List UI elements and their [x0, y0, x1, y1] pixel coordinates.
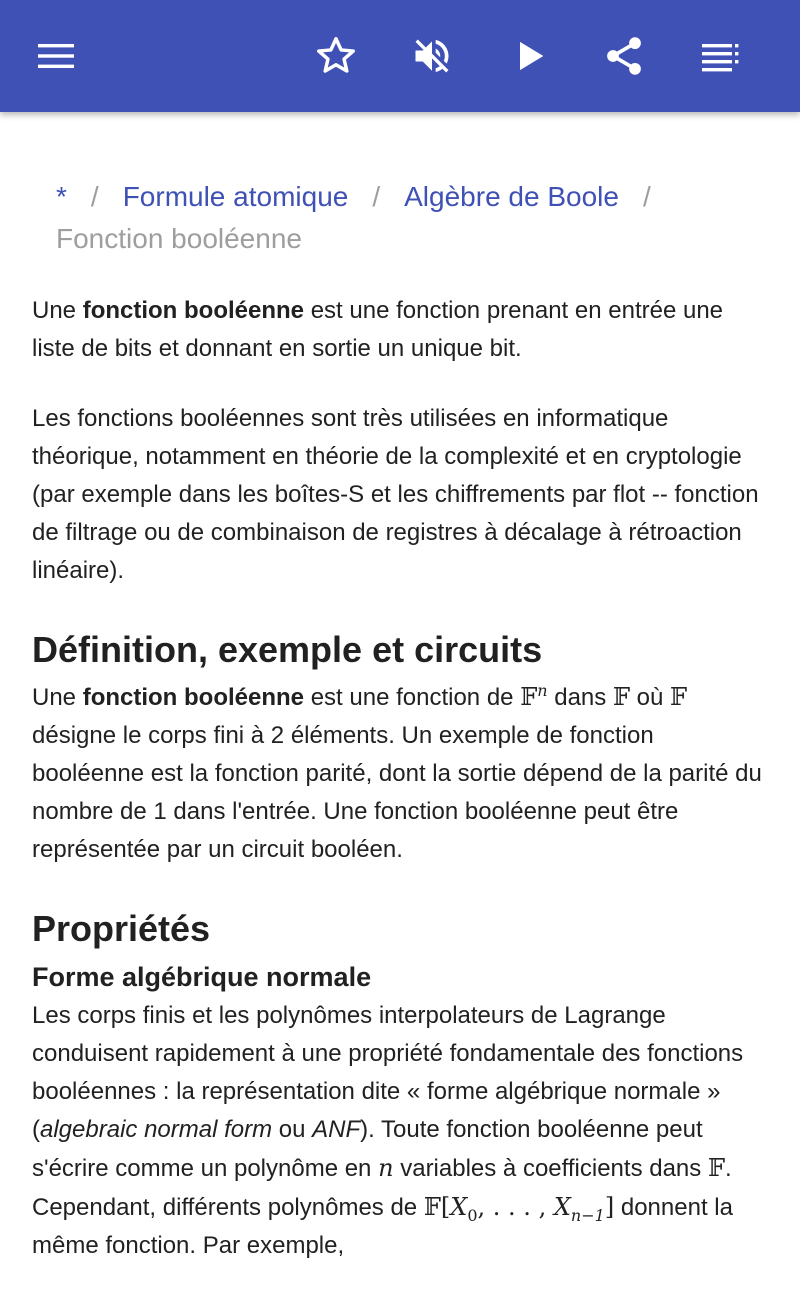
- field-symbol: 𝔽: [612, 683, 630, 711]
- app-toolbar: [0, 0, 800, 112]
- mute-button[interactable]: [404, 28, 460, 84]
- section-heading-proprietes: Propriétés: [32, 908, 211, 949]
- breadcrumb-current: Fonction booléenne: [56, 223, 302, 254]
- field-symbol: 𝔽: [520, 683, 538, 711]
- menu-icon: [36, 36, 76, 76]
- definition-paragraph: Une fonction booléenne est une fonction de 𝔽$^n$ dans 𝔽 où 𝔽 désigne le corps fini à 2 éléments. Un exemple de fonction booléenne est la fonction parité, dont la sortie dépend de la parité du nombre de 1 dans l'entrée. Une fonction booléenne peut être représentée par un circuit booléen.: [32, 681, 762, 863]
- article-body: [32, 292, 772, 1297]
- breadcrumb-algebre-de-boole[interactable]: Algèbre de Boole: [404, 181, 619, 212]
- playlist-icon: [700, 36, 740, 76]
- anf-paragraph: Les corps finis et les polynômes interpolateurs de Lagrange conduisent rapidement à une propriété fondamentale des fonctions booléennes : la représentation dite « forme algébrique normale » (algebraic normal form ou ANF). Toute fonction booléenne peut s'écrire comme un polynôme en n variables à coefficients dans 𝔽. Cependant, différents polynômes de $𝔽[X_0$, . . . , $X_{n-1}$] donnent la même fonction. Par exemple,: [32, 1002, 744, 1259]
- breadcrumb-separator: /: [642, 181, 651, 212]
- exponent-n: n: [537, 681, 548, 700]
- variable-n: n: [378, 1154, 394, 1182]
- section-heading-definition: Définition, exemple et circuits: [32, 629, 543, 670]
- subsection-heading-anf: Forme algébrique normale: [32, 962, 372, 992]
- share-button[interactable]: [596, 28, 652, 84]
- play-icon: [510, 36, 550, 76]
- term-bold: fonction booléenne: [82, 684, 305, 711]
- mute-icon: [410, 34, 454, 78]
- breadcrumb: [56, 176, 776, 260]
- share-icon: [602, 34, 646, 78]
- field-symbol: 𝔽: [670, 683, 688, 711]
- favorite-button[interactable]: [308, 28, 364, 84]
- star-icon: [314, 34, 358, 78]
- field-symbol: 𝔽: [707, 1154, 725, 1182]
- intro-paragraph-2: Les fonctions booléennes sont très utilisées en informatique théorique, notamment en théorie de la complexité et en cryptologie (par exemple dans les boîtes-S et les chiffrements par flot -- fonction de filtrage ou de combinaison de registres à décalage à rétroaction linéaire).: [32, 405, 759, 584]
- play-button[interactable]: [502, 28, 558, 84]
- breadcrumb-separator: /: [372, 181, 381, 212]
- term-bold: fonction booléenne: [82, 297, 305, 324]
- breadcrumb-separator: /: [90, 181, 99, 212]
- breadcrumb-root[interactable]: *: [56, 181, 67, 212]
- menu-button[interactable]: [28, 28, 84, 84]
- playlist-button[interactable]: [692, 28, 748, 84]
- intro-paragraph-1: Une fonction booléenne est une fonction prenant en entrée une liste de bits et donnant en sortie un unique bit.: [32, 297, 724, 362]
- breadcrumb-formule-atomique[interactable]: Formule atomique: [122, 181, 349, 212]
- field-symbol: 𝔽: [423, 1193, 441, 1221]
